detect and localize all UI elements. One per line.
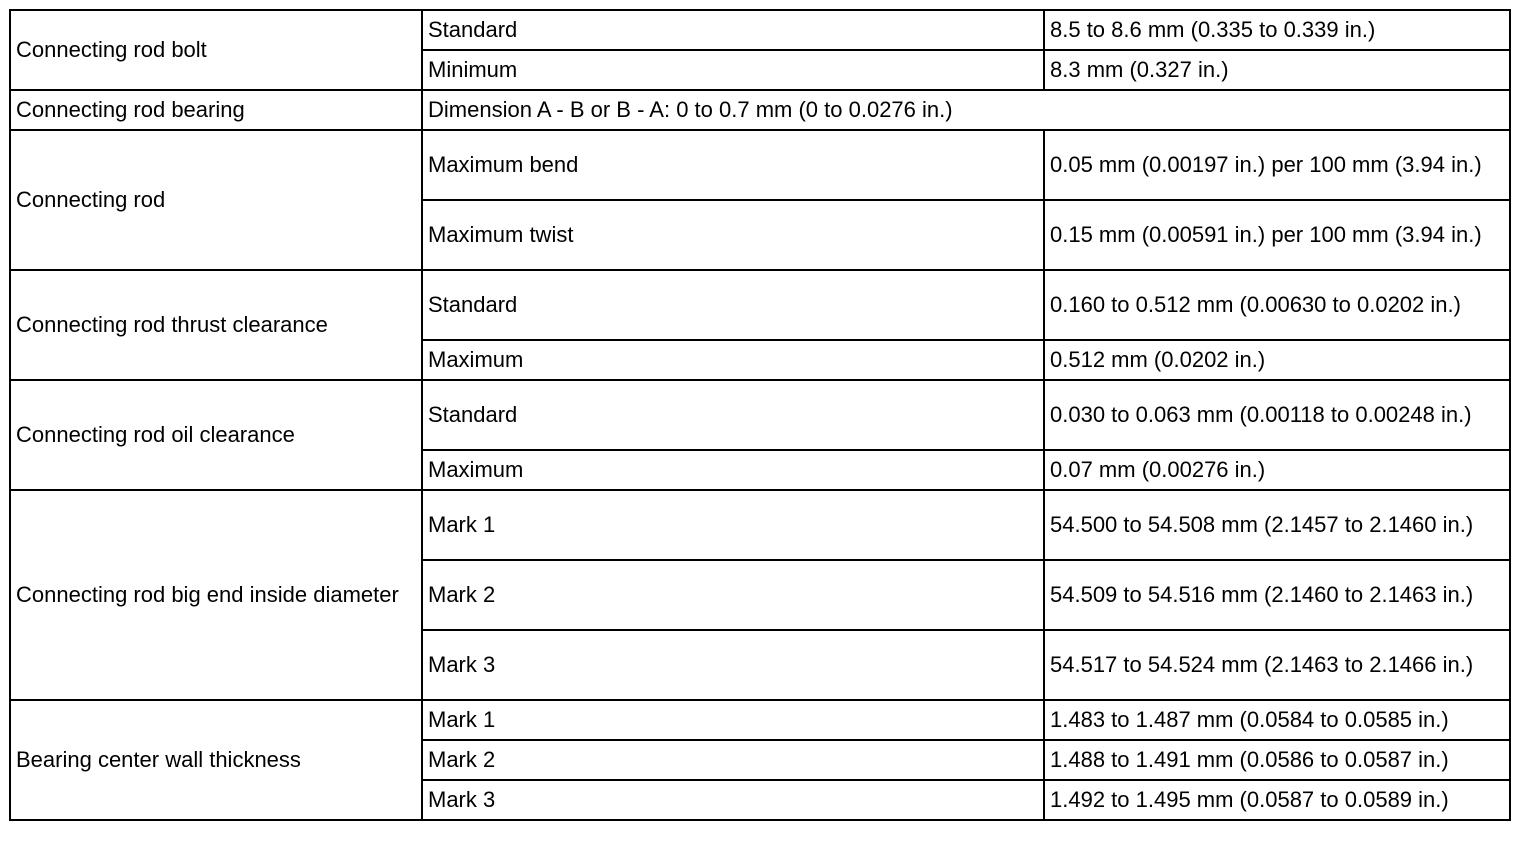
group-label: Connecting rod bolt — [10, 10, 422, 90]
item-value: 1.492 to 1.495 mm (0.0587 to 0.0589 in.) — [1044, 780, 1510, 820]
group-label: Connecting rod bearing — [10, 90, 422, 130]
item-label: Maximum bend — [422, 130, 1044, 200]
spec-table — [9, 9, 1511, 821]
table-row — [10, 10, 1510, 50]
group-label: Bearing center wall thickness — [10, 700, 422, 820]
item-value: 1.488 to 1.491 mm (0.0586 to 0.0587 in.) — [1044, 740, 1510, 780]
item-label: Standard — [422, 10, 1044, 50]
item-label: Mark 1 — [422, 490, 1044, 560]
table-row — [10, 90, 1510, 130]
item-label: Maximum — [422, 340, 1044, 380]
item-value: 0.512 mm (0.0202 in.) — [1044, 340, 1510, 380]
item-value: 54.509 to 54.516 mm (2.1460 to 2.1463 in.) — [1044, 560, 1510, 630]
item-label: Maximum — [422, 450, 1044, 490]
table-row — [10, 130, 1510, 200]
item-label: Minimum — [422, 50, 1044, 90]
item-label: Maximum twist — [422, 200, 1044, 270]
item-value: 0.030 to 0.063 mm (0.00118 to 0.00248 in.) — [1044, 380, 1510, 450]
group-label: Connecting rod — [10, 130, 422, 270]
group-label: Connecting rod big end inside diameter — [10, 490, 422, 700]
item-value: 54.517 to 54.524 mm (2.1463 to 2.1466 in.) — [1044, 630, 1510, 700]
item-label: Standard — [422, 380, 1044, 450]
item-value: 8.5 to 8.6 mm (0.335 to 0.339 in.) — [1044, 10, 1510, 50]
table-row — [10, 270, 1510, 340]
item-label: Standard — [422, 270, 1044, 340]
item-value: 0.15 mm (0.00591 in.) per 100 mm (3.94 in.) — [1044, 200, 1510, 270]
table-row — [10, 490, 1510, 560]
item-label: Mark 1 — [422, 700, 1044, 740]
item-value: 8.3 mm (0.327 in.) — [1044, 50, 1510, 90]
item-label: Mark 2 — [422, 560, 1044, 630]
item-value: 0.160 to 0.512 mm (0.00630 to 0.0202 in.) — [1044, 270, 1510, 340]
item-label: Mark 3 — [422, 630, 1044, 700]
item-value: 0.05 mm (0.00197 in.) per 100 mm (3.94 in.) — [1044, 130, 1510, 200]
group-label: Connecting rod thrust clearance — [10, 270, 422, 380]
item-value: 0.07 mm (0.00276 in.) — [1044, 450, 1510, 490]
span-value: Dimension A - B or B - A: 0 to 0.7 mm (0 to 0.0276 in.) — [422, 90, 1510, 130]
table-row — [10, 700, 1510, 740]
item-label: Mark 3 — [422, 780, 1044, 820]
item-value: 54.500 to 54.508 mm (2.1457 to 2.1460 in.) — [1044, 490, 1510, 560]
table-row — [10, 380, 1510, 450]
item-value: 1.483 to 1.487 mm (0.0584 to 0.0585 in.) — [1044, 700, 1510, 740]
item-label: Mark 2 — [422, 740, 1044, 780]
group-label: Connecting rod oil clearance — [10, 380, 422, 490]
